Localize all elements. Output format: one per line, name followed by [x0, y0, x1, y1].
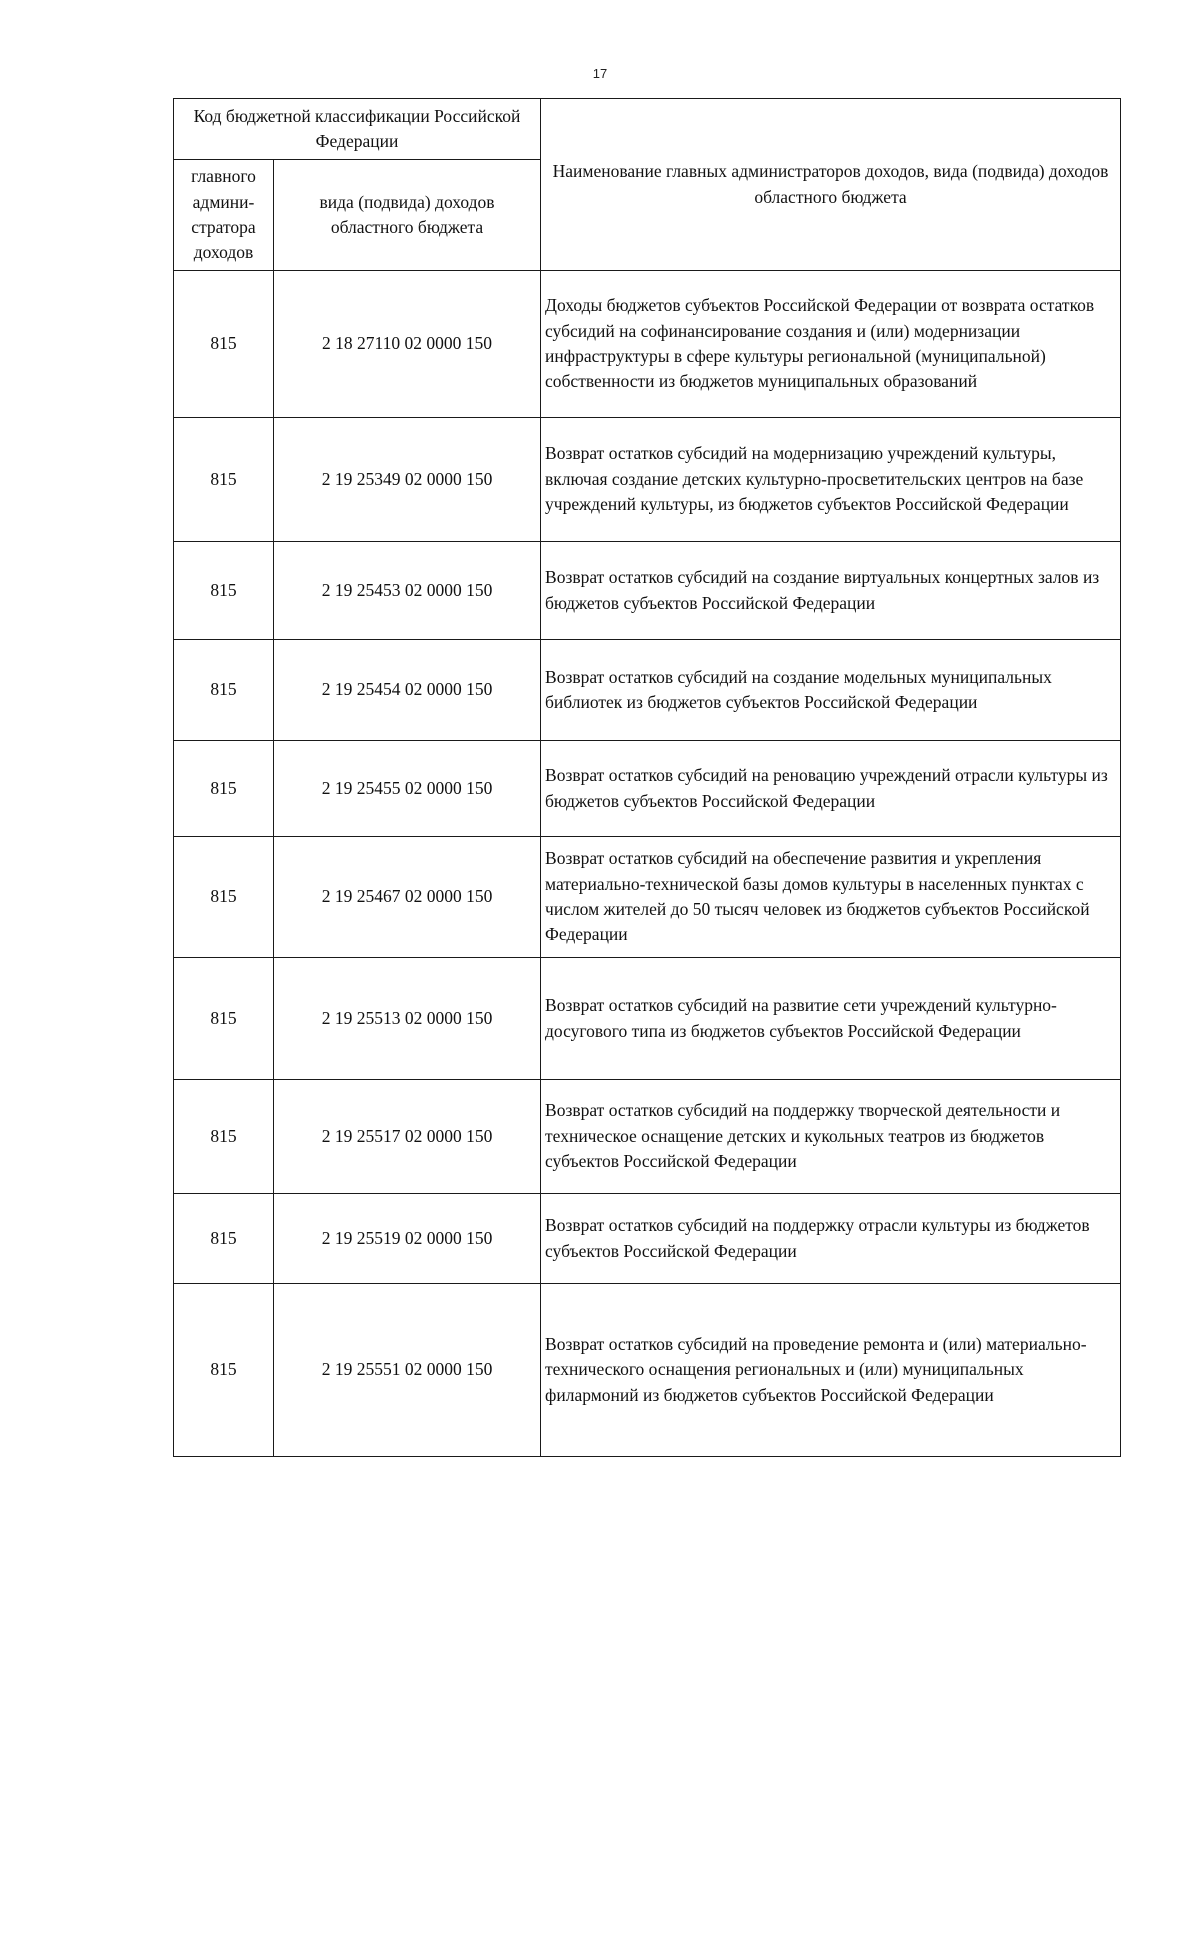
income-name-cell: Возврат остатков субсидий на проведение ремонта и (или) материально-технического оснащения региональных и (или) муниципальных филармоний из бюджетов субъектов Российской Федерации: [541, 1284, 1121, 1457]
table-row: [174, 542, 1121, 640]
income-code-cell: 2 19 25519 02 0000 150: [274, 1194, 541, 1284]
income-code-cell: 2 19 25467 02 0000 150: [274, 837, 541, 958]
admin-code-cell: 815: [174, 542, 274, 640]
income-name-cell: Возврат остатков субсидий на обеспечение развития и укрепления материально-технической базы домов культуры в населенных пунктах с числом жителей до 50 тысяч человек из бюджетов субъектов Российской Федерации: [541, 837, 1121, 958]
income-code-cell: 2 19 25454 02 0000 150: [274, 640, 541, 741]
income-name-cell: Возврат остатков субсидий на развитие сети учреждений культурно-досугового типа из бюджетов субъектов Российской Федерации: [541, 958, 1121, 1080]
income-name-cell: Возврат остатков субсидий на модернизацию учреждений культуры, включая создание детских культурно-просветительских центров на базе учреждений культуры, из бюджетов субъектов Российской Федерации: [541, 418, 1121, 542]
header-group-label: Код бюджетной классификации Российской Федерации: [174, 99, 541, 160]
admin-code-cell: 815: [174, 418, 274, 542]
income-name-cell: Возврат остатков субсидий на реновацию учреждений отрасли культуры из бюджетов субъектов Российской Федерации: [541, 741, 1121, 837]
admin-code-cell: 815: [174, 1284, 274, 1457]
income-name-cell: Возврат остатков субсидий на поддержку отрасли культуры из бюджетов субъектов Российской Федерации: [541, 1194, 1121, 1284]
table-row: [174, 958, 1121, 1080]
header-admin-column: главного админи- стратора доходов: [174, 160, 274, 271]
income-name-cell: Возврат остатков субсидий на поддержку творческой деятельности и техническое оснащение детских и кукольных театров из бюджетов субъектов Российской Федерации: [541, 1080, 1121, 1194]
table-row: [174, 418, 1121, 542]
table-header: [174, 99, 1121, 271]
income-code-cell: 2 19 25349 02 0000 150: [274, 418, 541, 542]
admin-code-cell: 815: [174, 837, 274, 958]
income-name-cell: Доходы бюджетов субъектов Российской Федерации от возврата остатков субсидий на софинансирование создания и (или) модернизации инфраструктуры в сфере культуры региональной (муниципальной) собственности из бюджетов муниципальных образований: [541, 271, 1121, 418]
admin-code-cell: 815: [174, 1194, 274, 1284]
table-row: [174, 1194, 1121, 1284]
table-row: [174, 741, 1121, 837]
admin-code-cell: 815: [174, 271, 274, 418]
income-code-cell: 2 19 25551 02 0000 150: [274, 1284, 541, 1457]
income-code-cell: 2 19 25453 02 0000 150: [274, 542, 541, 640]
income-code-cell: 2 19 25517 02 0000 150: [274, 1080, 541, 1194]
table-row: [174, 837, 1121, 958]
table-row: [174, 1284, 1121, 1457]
income-name-cell: Возврат остатков субсидий на создание виртуальных концертных залов из бюджетов субъектов Российской Федерации: [541, 542, 1121, 640]
table-row: [174, 1080, 1121, 1194]
header-income-column: вида (подвида) доходов областного бюджета: [274, 160, 541, 271]
income-code-cell: 2 18 27110 02 0000 150: [274, 271, 541, 418]
budget-classification-table: [173, 98, 1121, 1457]
income-code-cell: 2 19 25513 02 0000 150: [274, 958, 541, 1080]
income-code-cell: 2 19 25455 02 0000 150: [274, 741, 541, 837]
admin-code-cell: 815: [174, 1080, 274, 1194]
income-name-cell: Возврат остатков субсидий на создание модельных муниципальных библиотек из бюджетов субъектов Российской Федерации: [541, 640, 1121, 741]
admin-code-cell: 815: [174, 958, 274, 1080]
admin-code-cell: 815: [174, 640, 274, 741]
page-number: 17: [592, 66, 608, 81]
table-row: [174, 271, 1121, 418]
admin-code-cell: 815: [174, 741, 274, 837]
header-name-column: Наименование главных администраторов доходов, вида (подвида) доходов областного бюджета: [541, 99, 1121, 271]
table-row: [174, 640, 1121, 741]
